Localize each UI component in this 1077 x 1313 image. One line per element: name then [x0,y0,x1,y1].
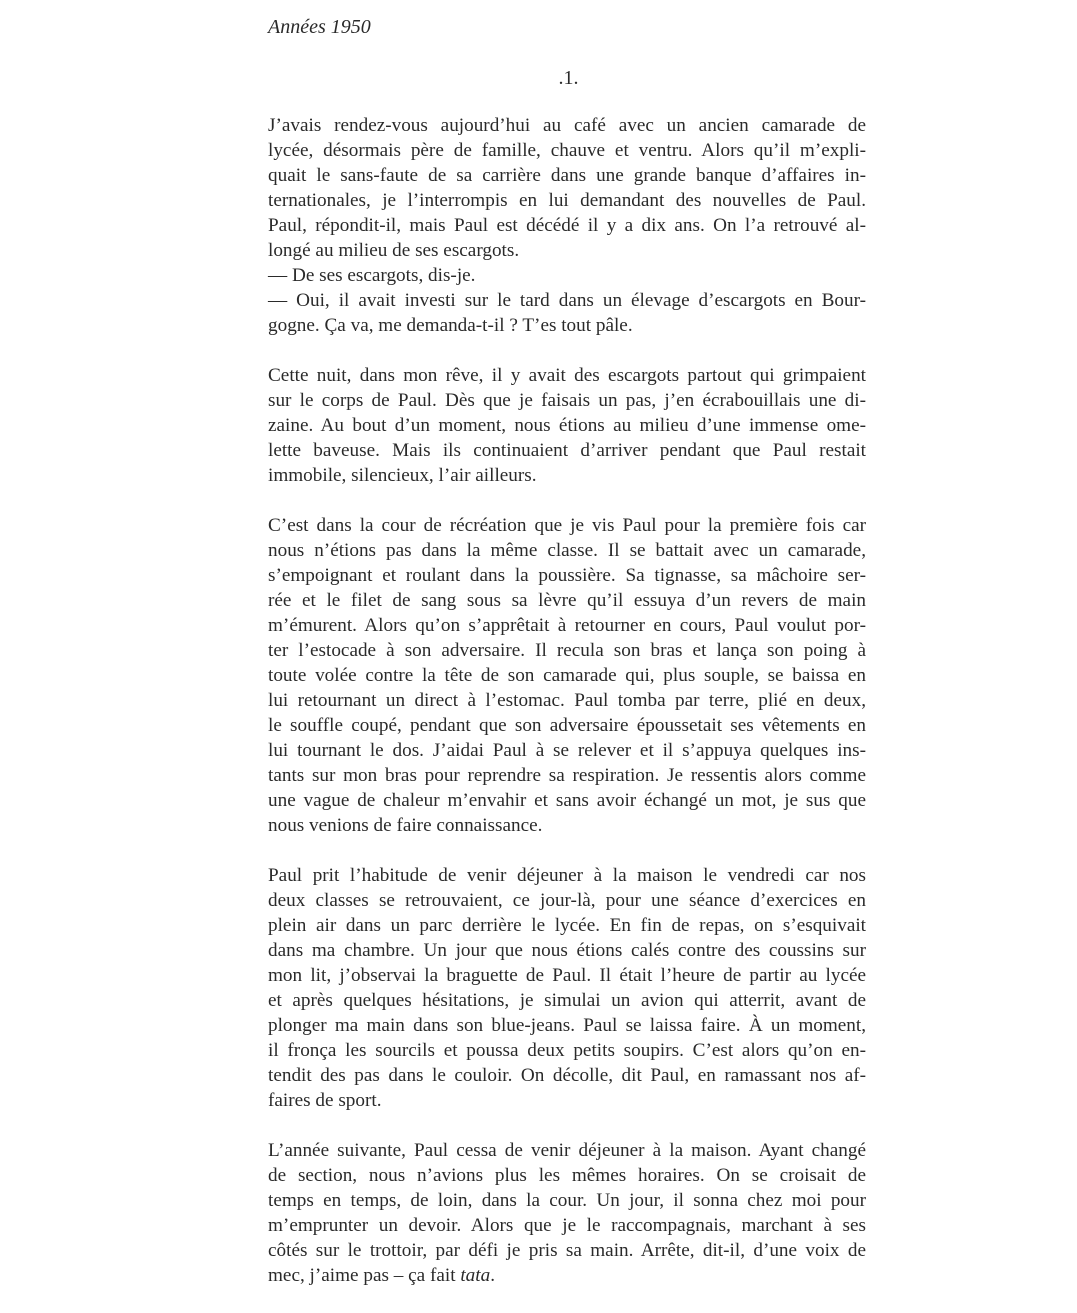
text-line-final [268,1263,866,1288]
text-line: C’est dans la cour de récréation que je vis Paul pour la première fois car [268,515,866,536]
text-line: ter l’estocade à son adversaire. Il recula son bras et lança son poing à [268,640,866,661]
text-line: faires de sport. [268,1090,382,1111]
text-line: — De ses escargots, dis-je. [268,265,476,286]
italic-word: tata [460,1265,491,1286]
text-line: deux classes se retrouvaient, ce jour-là, pour une séance d’exercices en [268,890,866,911]
final-line-start: mec, j’aime pas – ça fait [268,1265,461,1286]
body-text [268,113,866,1313]
paragraph-4 [268,863,866,1113]
text-line: côtés sur le trottoir, par défi je pris sa main. Arrête, dit-il, d’une voix de [268,1240,866,1261]
text-line: de section, nous n’avions plus les mêmes horaires. On se croisait de [268,1165,866,1186]
text-line: quait le sans-faute de sa carrière dans une grande banque d’affaires in- [268,165,866,186]
final-line-end: . [490,1265,495,1286]
text-line: une vague de chaleur m’envahir et sans avoir échangé un mot, je sus que [268,790,866,811]
text-line: — Oui, il avait investi sur le tard dans un élevage d’escargots en Bour- [268,290,866,311]
running-head: Années 1950 [268,16,371,38]
text-line: tendit des pas dans le couloir. On décolle, dit Paul, en ramassant nos af- [268,1065,866,1086]
text-line: L’année suivante, Paul cessa de venir déjeuner à la maison. Ayant changé [268,1140,866,1161]
text-line: rée et le filet de sang sous sa lèvre qu’il essuya d’un revers de main [268,590,866,611]
text-line: zaine. Au bout d’un moment, nous étions au milieu d’une immense ome- [268,415,866,436]
text-line: m’emprunter un devoir. Alors que je le raccompagnais, marchant à ses [268,1215,866,1236]
text-line: plein air dans un parc derrière le lycée. En fin de repas, on s’esquivait [268,915,866,936]
text-line: lette baveuse. Mais ils continuaient d’arriver pendant que Paul restait [268,440,866,461]
text-line: le souffle coupé, pendant que son adversaire époussetait ses vêtements en [268,715,866,736]
paragraph-1 [268,113,866,338]
text-line: Paul prit l’habitude de venir déjeuner à la maison le vendredi car nos [268,865,866,886]
text-line: m’émurent. Alors qu’on s’apprêtait à retourner en cours, Paul voulut por- [268,615,866,636]
text-line: plonger ma main dans son blue-jeans. Paul se laissa faire. À un moment, [268,1015,866,1036]
text-line: et après quelques hésitations, je simulai un avion qui atterrit, avant de [268,990,866,1011]
text-line: immobile, silencieux, l’air ailleurs. [268,465,537,486]
text-line: s’empoignant et roulant dans la poussière. Sa tignasse, sa mâchoire ser- [268,565,866,586]
text-line: longé au milieu de ses escargots. [268,240,520,261]
text-line: ternationales, je l’interrompis en lui demandant des nouvelles de Paul. [268,190,866,211]
text-line: nous n’étions pas dans la même classe. Il se battait avec un camarade, [268,540,866,561]
text-line: lycée, désormais père de famille, chauve et ventru. Alors qu’il m’expli- [268,140,866,161]
text-line: il fronça les sourcils et poussa deux petits soupirs. C’est alors qu’on en- [268,1040,866,1061]
text-line: sur le corps de Paul. Dès que je faisais un pas, j’en écrabouillais une di- [268,390,866,411]
paragraph-5 [268,1138,866,1288]
text-line: temps en temps, de loin, dans la cour. Un jour, il sonna chez moi pour [268,1190,866,1211]
text-line: J’avais rendez-vous aujourd’hui au café avec un ancien camarade de [268,115,866,136]
text-line: mon lit, j’observai la braguette de Paul. Il était l’heure de partir au lycée [268,965,866,986]
text-line: lui tournant le dos. J’aidai Paul à se relever et il s’appuya quelques ins- [268,740,866,761]
text-line: lui retournant un direct à l’estomac. Paul tomba par terre, plié en deux, [268,690,866,711]
text-line: gogne. Ça va, me demanda-t-il ? T’es tout pâle. [268,315,633,336]
chapter-number: .1. [558,67,579,89]
paragraph-3 [268,513,866,838]
text-line: toute volée contre la tête de son camarade qui, plus souple, se baissa en [268,665,866,686]
text-line: tants sur mon bras pour reprendre sa respiration. Je ressentis alors comme [268,765,866,786]
paragraph-2 [268,363,866,488]
text-line: Cette nuit, dans mon rêve, il y avait des escargots partout qui grimpaient [268,365,866,386]
text-line: nous venions de faire connaissance. [268,815,543,836]
text-line: dans ma chambre. Un jour que nous étions calés contre des coussins sur [268,940,866,961]
text-line: Paul, répondit-il, mais Paul est décédé il y a dix ans. On l’a retrouvé al- [268,215,866,236]
